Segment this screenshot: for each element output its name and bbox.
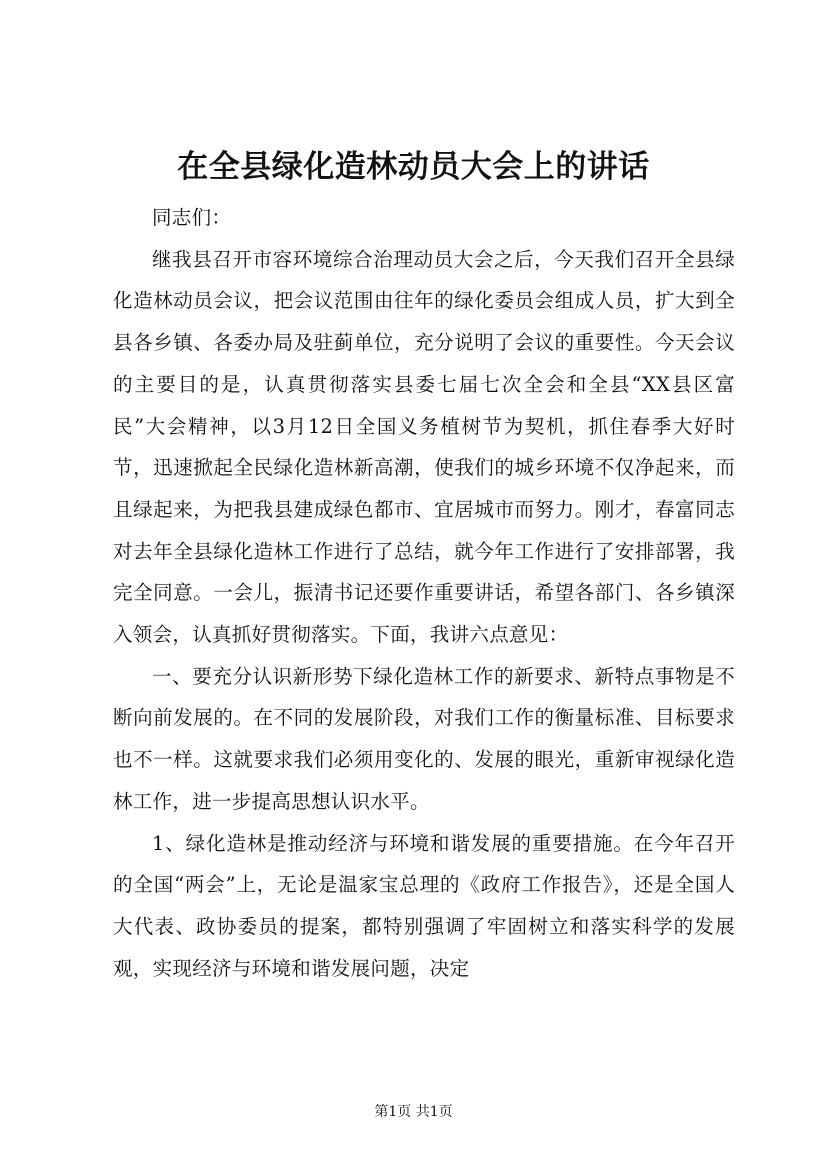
paragraph-point-one: 1、绿化造林是推动经济与环境和谐发展的重要措施。在今年召开的全国“两会”上，无论是温家宝总理的《政府工作报告》，还是全国人大代表、政协委员的提案，都特别强调了牢固树立和落实科学的发展观，实现经济与环境和谐发展问题，决定 [113, 831, 735, 980]
page-footer: 第1页 共1页 [374, 1104, 453, 1120]
document-title: 在全县绿化造林动员大会上的讲话 [177, 149, 650, 185]
paragraph-intro: 继我县召开市容环境综合治理动员大会之后，今天我们召开全县绿化造林动员会议，把会议范围由往年的绿化委员会组成人员，扩大到全县各乡镇、各委办局及驻蓟单位，充分说明了会议的重要性。今天会议的主要目的是，认真贯彻落实县委七届七次全会和全县“XX县区富民”大会精神，以3月12日全国义务植树节为契机，抓住春季大好时节，迅速掀起全民绿化造林新高潮，使我们的城乡环境不仅净起来，而且绿起来，为把我县建成绿色都市、宜居城市而努力。刚才，春富同志对去年全县绿化造林工作进行了总结，就今年工作进行了安排部署，我完全同意。一会儿，振清书记还要作重要讲话，希望各部门、各乡镇深入领会，认真抓好贯彻落实。下面，我讲六点意见： [113, 247, 735, 647]
paragraph-section-one: 一、要充分认识新形势下绿化造林工作的新要求、新特点事物是不断向前发展的。在不同的发展阶段，对我们工作的衡量标准、目标要求也不一样。这就要求我们必须用变化的、发展的眼光，重新审视绿化造林工作，进一步提高思想认识水平。 [113, 664, 735, 813]
salutation: 同志们： [152, 206, 232, 229]
document-body [113, 197, 735, 989]
